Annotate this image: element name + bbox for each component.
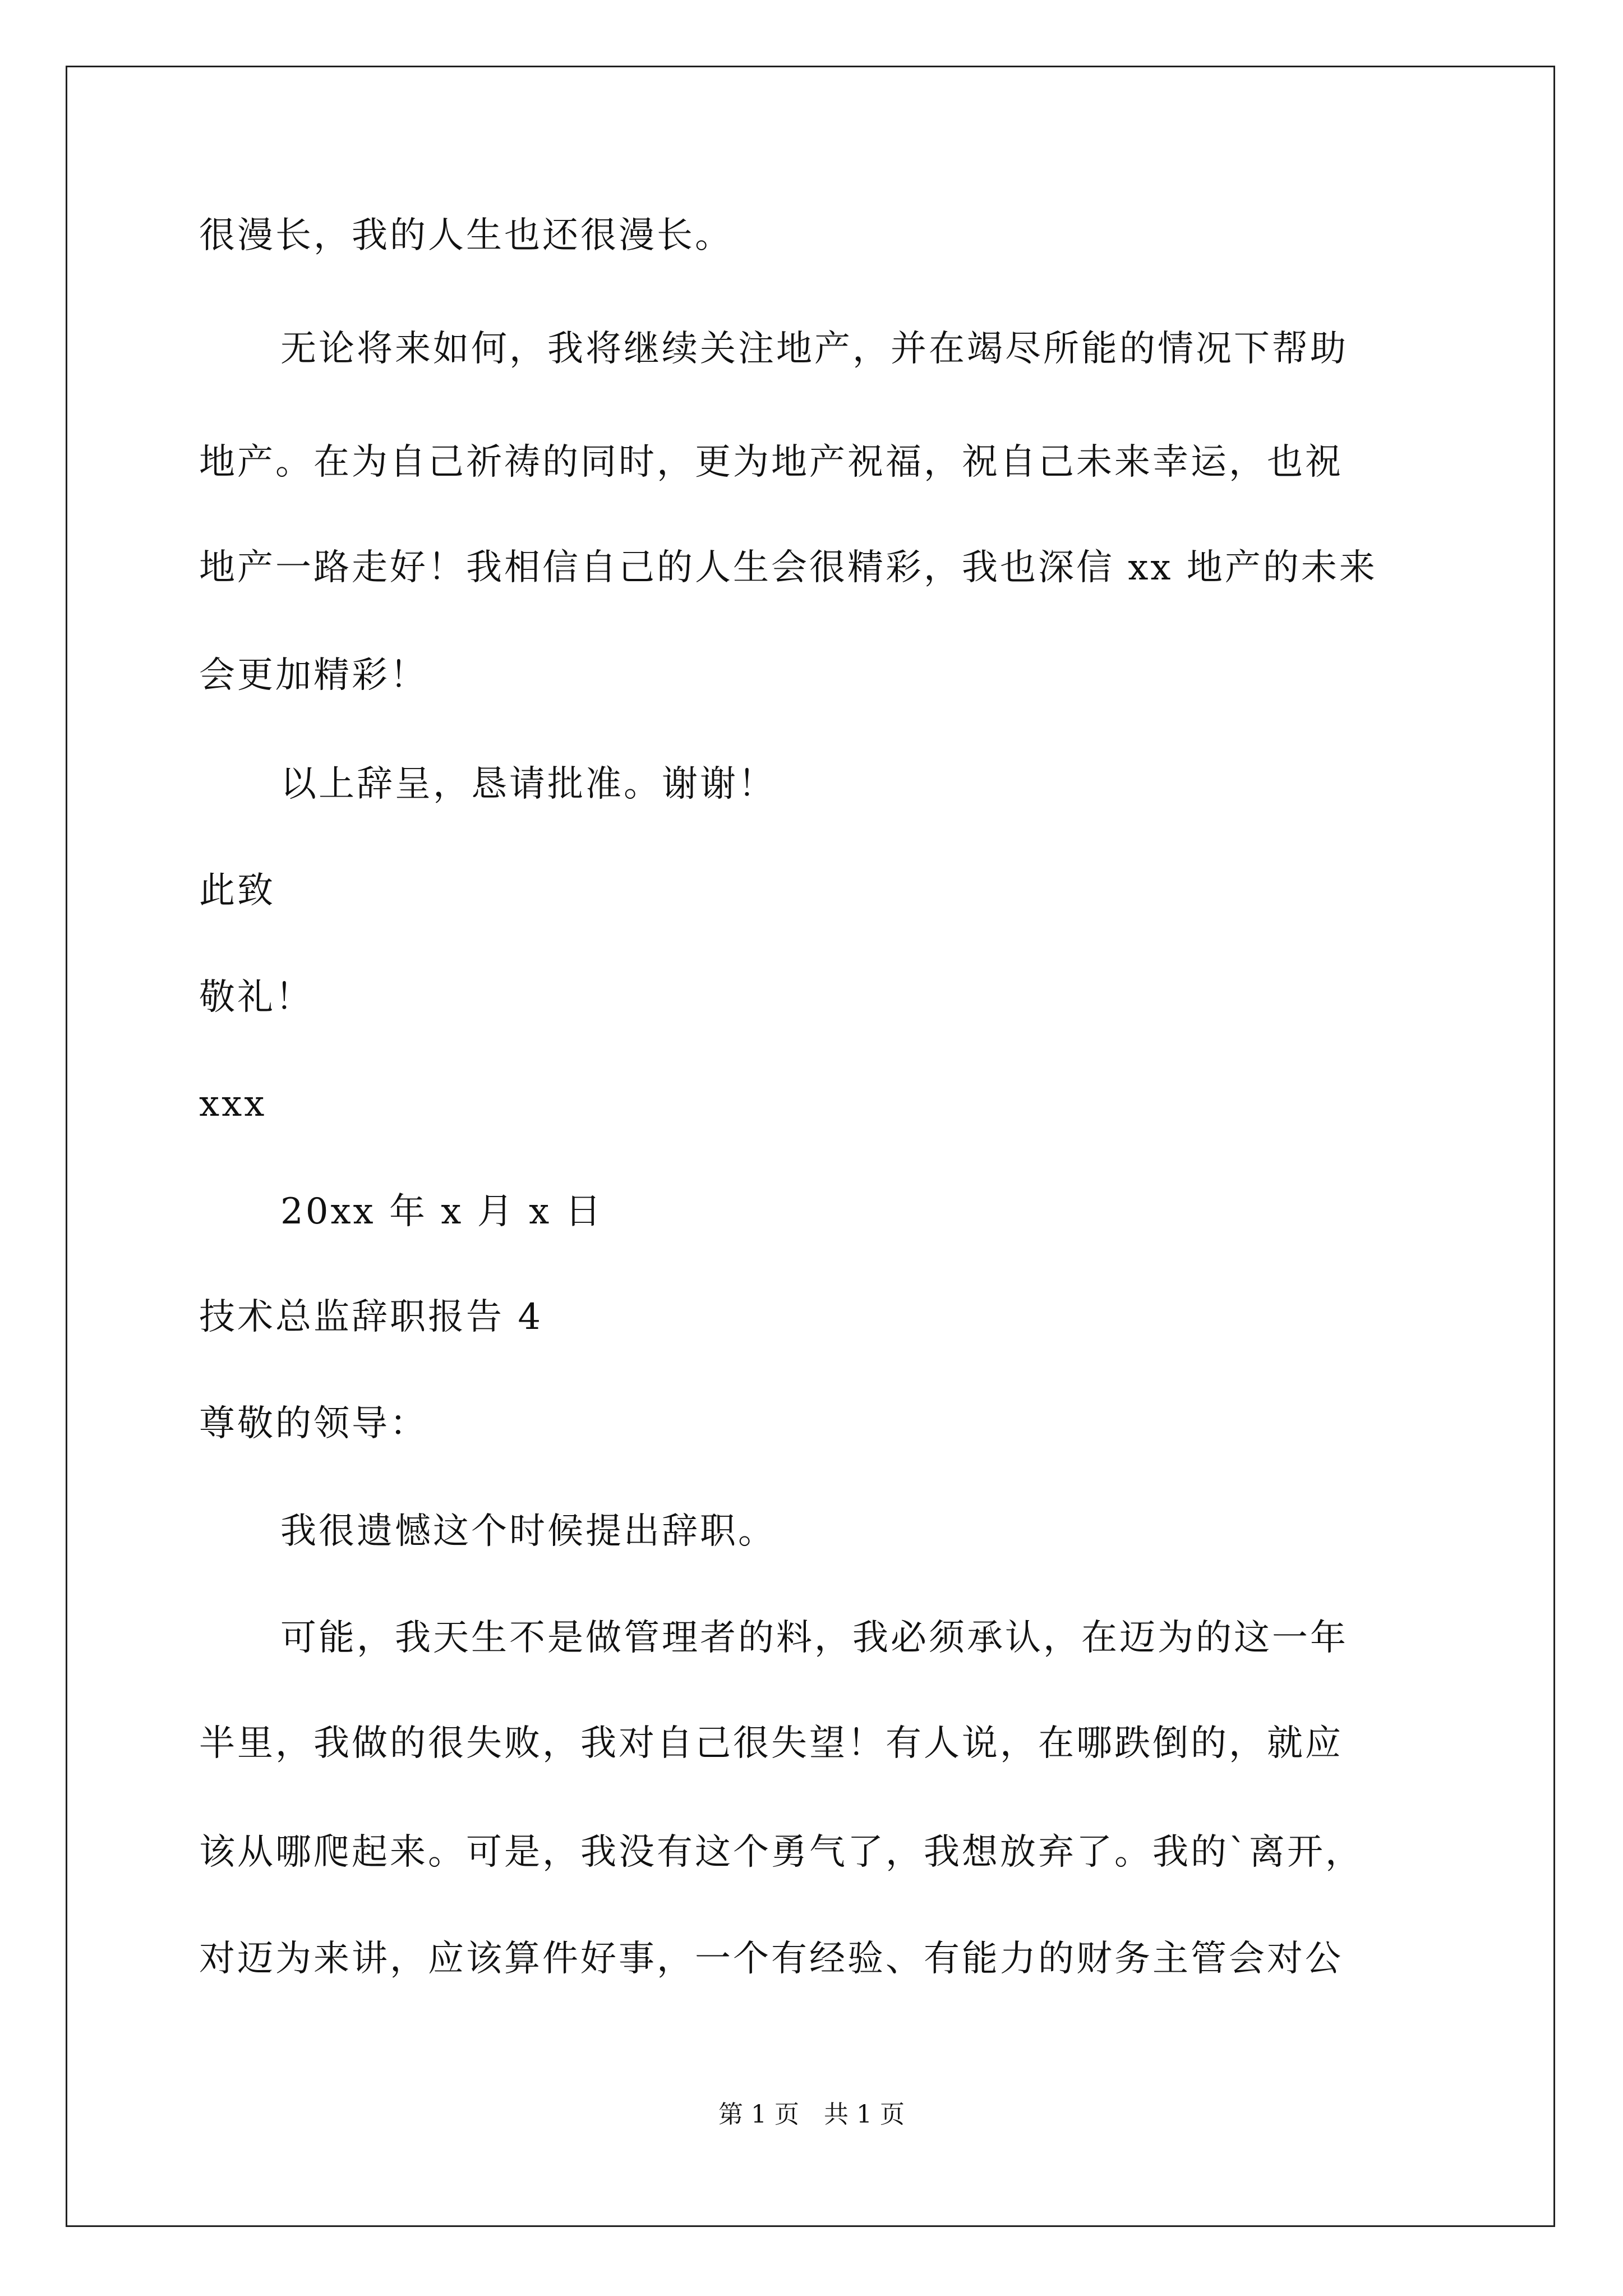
page-border [66, 66, 1555, 2227]
closing-regards: 敬礼！ [199, 977, 313, 1018]
section-heading: 技术总监辞职报告 4 [199, 1296, 543, 1338]
greeting: 尊敬的领导： [199, 1403, 428, 1444]
text-line: 可能，我天生不是做管理者的料，我必须承认，在迈为的这一年 [280, 1617, 1348, 1659]
text-line: 无论将来如何，我将继续关注地产，并在竭尽所能的情况下帮助 [280, 328, 1348, 370]
page-footer: 第 1 页 共 1 页 [718, 2100, 905, 2129]
text-line: 地产。在为自己祈祷的同时，更为地产祝福，祝自己未来幸运，也祝 [199, 441, 1343, 483]
closing-salutation: 此致 [199, 870, 275, 912]
text-line: 地产一路走好！我相信自己的人生会很精彩，我也深信 xx 地产的未来 [199, 547, 1377, 588]
text-line: 会更加精彩！ [199, 655, 428, 696]
text-line: 我很遗憾这个时候提出辞职。 [280, 1511, 776, 1552]
text-line: 半里，我做的很失败，我对自己很失望！有人说，在哪跌倒的，就应 [199, 1723, 1343, 1764]
text-line: 对迈为来讲，应该算件好事，一个有经验、有能力的财务主管会对公 [199, 1938, 1343, 1980]
date: 20xx 年 x 月 x 日 [280, 1191, 603, 1232]
text-line: 以上辞呈，恳请批准。谢谢！ [280, 763, 776, 805]
text-line: 很漫长，我的人生也还很漫长。 [199, 215, 733, 256]
signature: xxx [199, 1083, 267, 1125]
text-line: 该从哪爬起来。可是，我没有这个勇气了，我想放弃了。我的`离开， [199, 1832, 1363, 1873]
